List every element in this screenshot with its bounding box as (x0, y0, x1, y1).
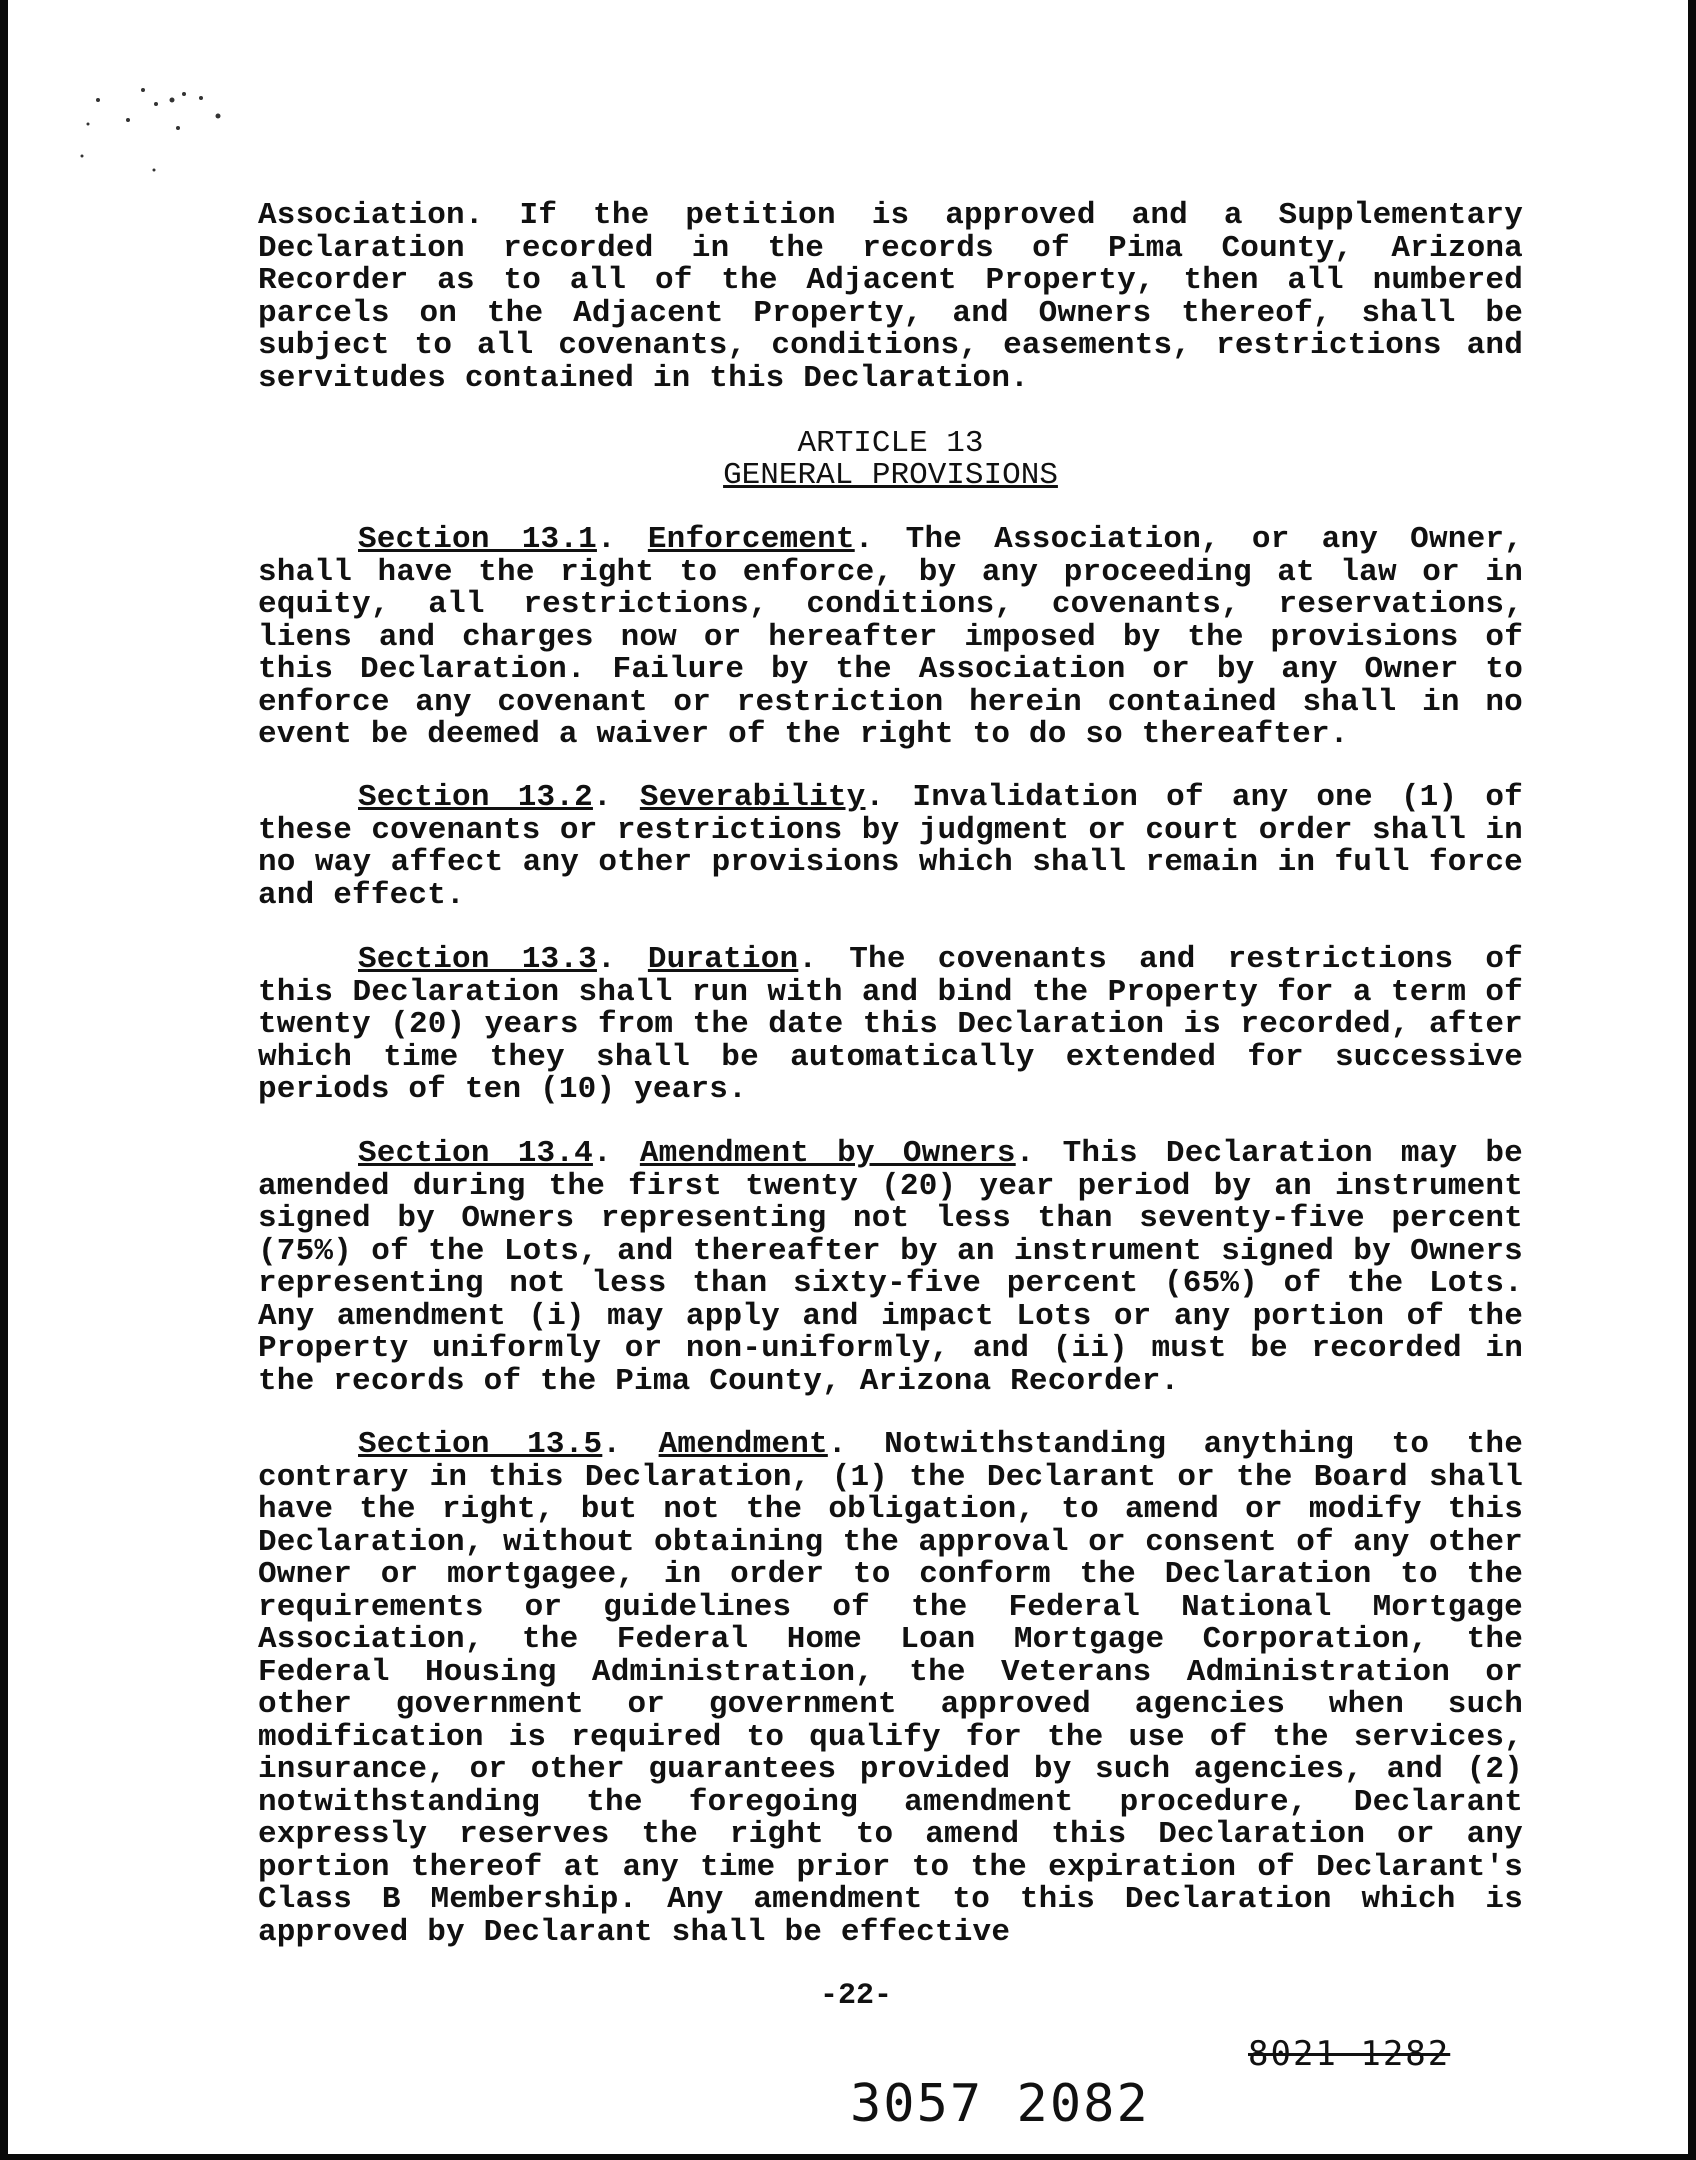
article-title: GENERAL PROVISIONS (723, 458, 1058, 493)
section-heading: Amendment (658, 1427, 828, 1462)
scan-specks (68, 80, 268, 180)
section-heading: Amendment by Owners (639, 1136, 1016, 1171)
article-number: ARTICLE 13 (797, 426, 984, 461)
section-label: Section 13.4 (358, 1136, 593, 1171)
section-13-5: Section 13.5. Amendment. Notwithstanding anything to the contrary in this Declaration, (1) the Declarant or the Board shall have the right, but not the obligation, to amend or modify this Declaration, without obtaining the approval or consent of any other Owner or mortgagee, in order to conform the Declaration to the requirements or guidelines of the Federal National Mortgage Association, the Federal Home Loan Mortgage Corporation, the Federal Housing Administration, the Veterans Administration or other government or government approved agencies when such modification is required to qualify for the use of the services, insurance, or other guarantees provided by such agencies, and (2) notwithstanding the foregoing amendment procedure, Declarant expressly reserves the right to amend this Declaration or any portion thereof at any time prior to the expiration of Declarant's Class B Membership. Any amendment to this Declaration which is approved by Declarant shall be effective (258, 1427, 1524, 1950)
section-heading: Enforcement (647, 522, 855, 557)
section-body: The covenants and restrictions of this Declaration shall run with and bind the Property for a term of twenty (20) years from the date this Declaration is recorded, after which time they shall be automatically extended for successive periods of ten (10) years. (258, 942, 1523, 1107)
section-body: Notwithstanding anything to the contrary in this Declaration, (1) the Declarant or the Board shall have the right, but not the obligation, to amend or modify this Declaration, without obtaining the approval or consent of any other Owner or mortgagee, in order to conform the Declaration to the requirements or guidelines of the Federal National Mortgage Association, the Federal Home Loan Mortgage Corporation, the Federal Housing Administration, the Veterans Administration or other government or government approved agencies when such modification is required to qualify for the use of the services, insurance, or other guarantees provided by such agencies, and (2) notwithstanding the foregoing amendment procedure, Declarant expressly reserves the right to amend this Declaration or any portion thereof at any time prior to the expiration of Declarant's Class B Membership. Any amendment to this Declaration which is approved by Declarant shall be effective (258, 1427, 1524, 1950)
section-label: Section 13.1 (358, 522, 597, 557)
section-label: Section 13.3 (358, 942, 597, 977)
section-body: This Declaration may be amended during the first twenty (20) year period by an instrument signed by Owners representing not less than seventy-five percent (75%) of the Lots, and thereafter by an instrument signed by Owners representing not less than sixty-five percent (65%) of the Lots. Any amendment (i) may apply and impact Lots or any portion of the Property uniformly or non-uniformly, and (ii) must be recorded in the records of the Pima County, Arizona Recorder. (258, 1136, 1523, 1399)
document-page (8, 0, 1688, 2154)
section-13-4: Section 13.4. Amendment by Owners. This Declaration may be amended during the first twenty (20) year period by an instrument signed by Owners representing not less than seventy-five percent (75%) of the Lots, and thereafter by an instrument signed by Owners representing not less than sixty-five percent (65%) of the Lots. Any amendment (i) may apply and impact Lots or any portion of the Property uniformly or non-uniformly, and (ii) must be recorded in the records of the Pima County, Arizona Recorder. (258, 1136, 1523, 1399)
page-number: -22- (819, 1979, 892, 2013)
section-body: Invalidation of any one (1) of these covenants or restrictions by judgment or court order shall in no way affect any other provisions which shall remain in full force and effect. (258, 780, 1523, 913)
section-13-3: Section 13.3. Duration. The covenants and restrictions of this Declaration shall run with and bind the Property for a term of twenty (20) years from the date this Declaration is recorded, after which time they shall be automatically extended for successive periods of ten (10) years. (258, 942, 1523, 1107)
section-13-2: Section 13.2. Severability. Invalidation of any one (1) of these covenants or restrictions by judgment or court order shall in no way affect any other provisions which shall remain in full force and effect. (258, 780, 1523, 913)
section-label: Section 13.2 (358, 780, 593, 815)
section-body: The Association, or any Owner, shall have the right to enforce, by any proceeding at law or in equity, all restrictions, conditions, covenants, reservations, liens and charges now or hereafter imposed by the provisions of this Declaration. Failure by the Association or by any Owner to enforce any covenant or restriction herein contained shall in no event be deemed a waiver of the right to do so thereafter. (258, 522, 1523, 752)
stamp-new-number: 3057 2082 (850, 2074, 1150, 2134)
section-heading: Duration (647, 942, 799, 977)
section-label: Section 13.5 (358, 1427, 603, 1462)
stamp-old-number: 8021 1282 (1248, 2034, 1451, 2074)
section-13-1: Section 13.1. Enforcement. The Association, or any Owner, shall have the right to enforce, by any proceeding at law or in equity, all restrictions, conditions, covenants, reservations, liens and charges now or hereafter imposed by the provisions of this Declaration. Failure by the Association or by any Owner to enforce any covenant or restriction herein contained shall in no event be deemed a waiver of the right to do so thereafter. (258, 522, 1523, 752)
section-heading: Severability (639, 780, 866, 815)
intro-paragraph: Association. If the petition is approved and a Supplementary Declaration recorded in the records of Pima County, Arizona Recorder as to all of the Adjacent Property, then all numbered parcels on the Adjacent Property, and Owners thereof, shall be subject to all covenants, conditions, easements, restrictions and servitudes contained in this Declaration. (258, 198, 1523, 396)
